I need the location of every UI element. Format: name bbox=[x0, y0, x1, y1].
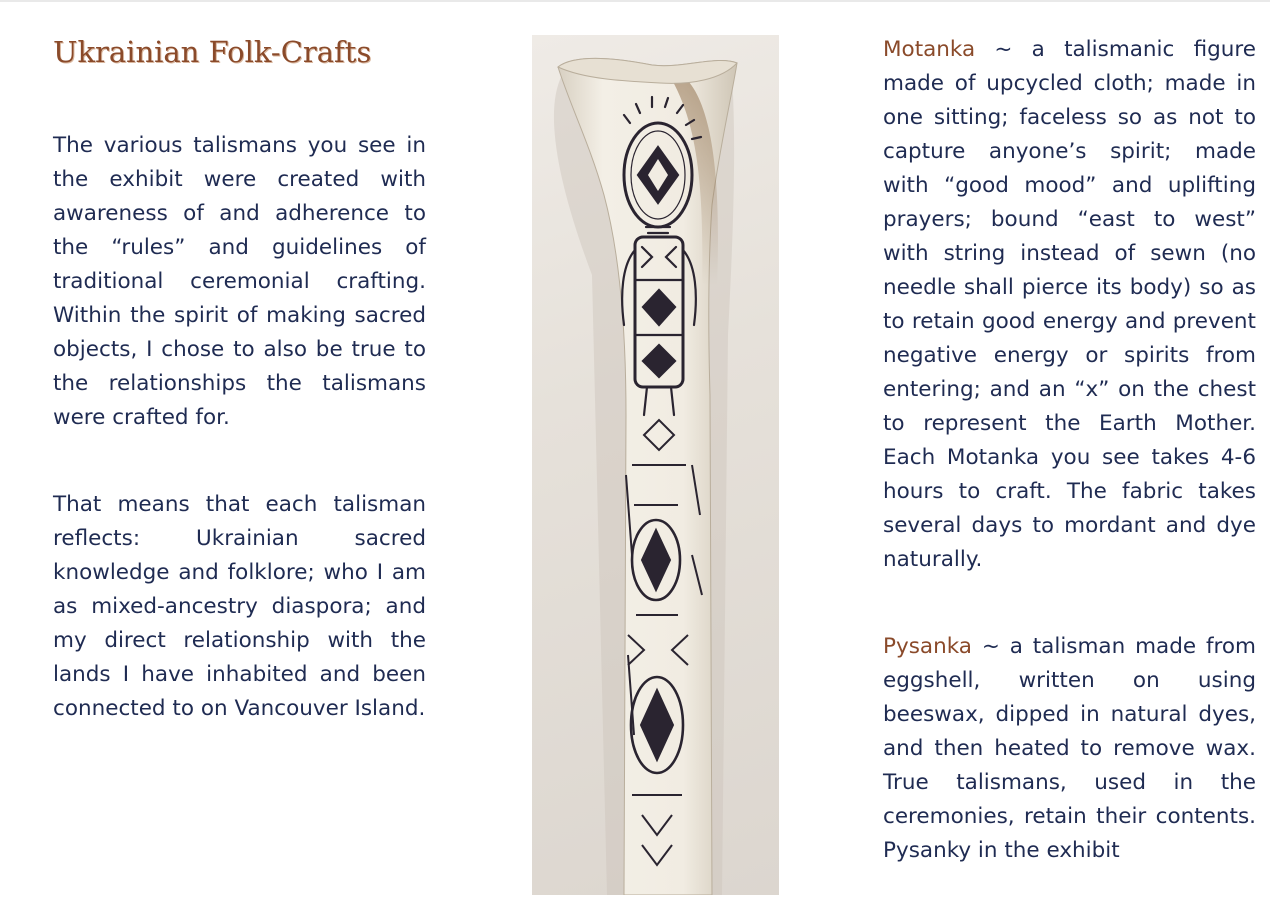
crafts-column bbox=[883, 33, 1256, 868]
motanka-paragraph bbox=[883, 33, 1256, 577]
motanka-description: ~ a talismanic figure made of upcycled cloth; made in one sitting; faceless so as not to capture anyone’s spirit; made with “good mood” and uplifting prayers; bound “east to west” with string instead of sewn (no needle shall pierce its body) so as to retain good energy and prevent negative energy or spirits from entering; and an “x” on the chest to represent the Earth Mother. Each Motanka you see takes 4-6 hours to craft. The fabric takes several days to mordant and dye naturally. bbox=[883, 37, 1256, 572]
pysanka-paragraph bbox=[883, 630, 1256, 868]
pysanka-term: Pysanka bbox=[883, 634, 972, 659]
intro-paragraph-2: That means that each talisman reflects: Ukrainian sacred knowledge and folklore; who I am as mixed-ancestry diaspora; and my direct relationship with the lands I have inhabited and been connected to on Vancouver Island. bbox=[53, 492, 426, 721]
intro-column bbox=[53, 129, 426, 726]
page-title: Ukrainian Folk-Crafts bbox=[53, 35, 372, 69]
intro-paragraph-1: The various talismans you see in the exhibit were created with awareness of and adherence to the “rules” and guidelines of traditional ceremonial crafting. Within the spirit of making sacred objects, I chose to also be true to the relationships the talismans were crafted for. bbox=[53, 133, 426, 430]
bone-talisman-photo bbox=[532, 35, 779, 895]
decorated-bone-icon bbox=[532, 35, 779, 895]
top-border bbox=[0, 0, 1270, 2]
pysanka-description: ~ a talisman made from eggshell, written on using beeswax, dipped in natural dyes, and then heated to remove wax. True talismans, used in the ceremonies, retain their contents. Pysanky in the exhibit bbox=[883, 634, 1256, 863]
motanka-term: Motanka bbox=[883, 37, 976, 62]
